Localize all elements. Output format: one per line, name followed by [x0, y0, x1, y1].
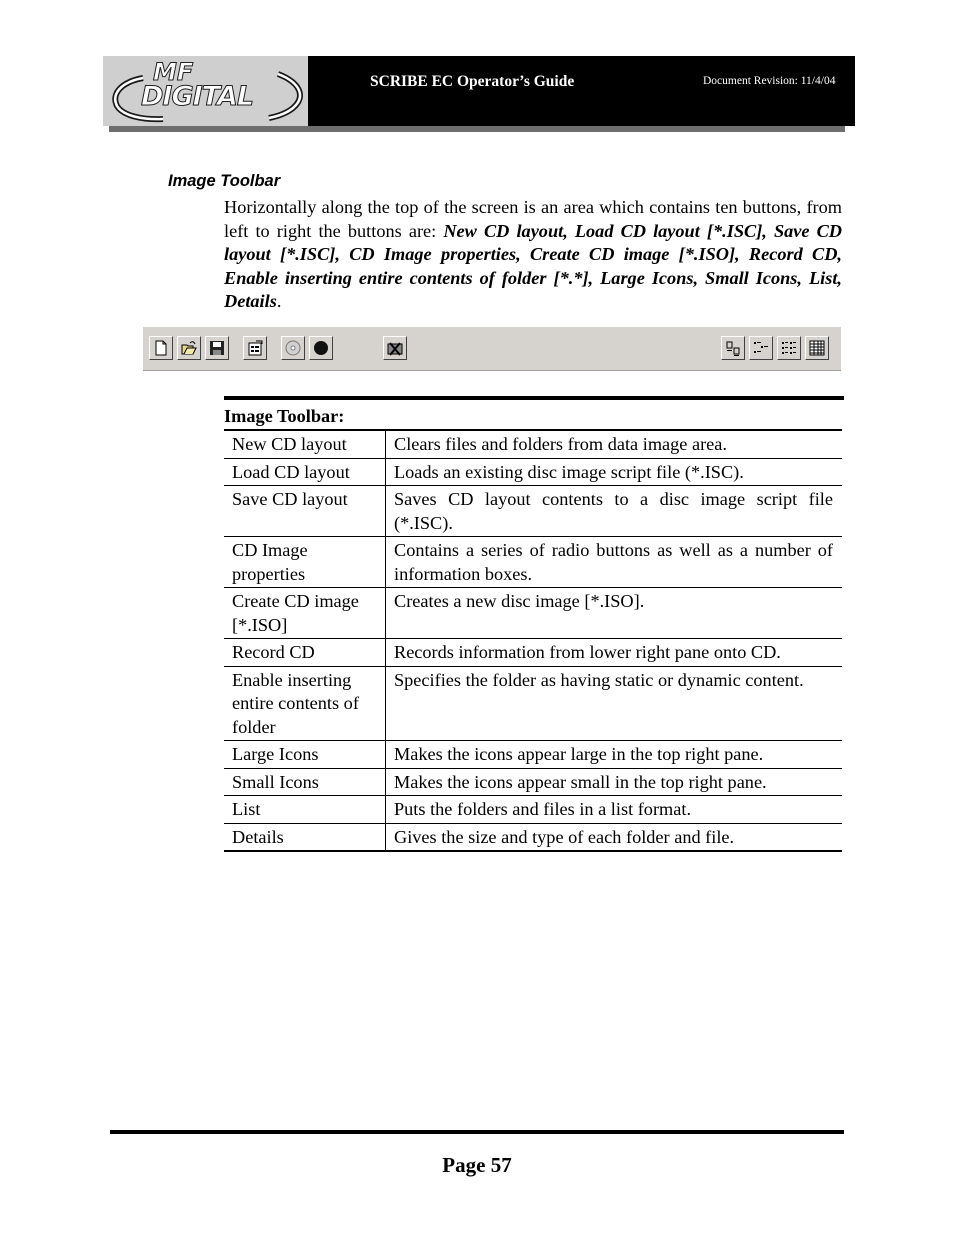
button-name-cell: Load CD layout [224, 458, 386, 486]
record-cd-button[interactable] [309, 336, 333, 360]
button-description-cell: Contains a series of radio buttons as well as a number of information boxes. [394, 540, 833, 584]
create-cd-image-button[interactable] [281, 336, 305, 360]
image-toolbar [143, 326, 841, 371]
table-row [224, 458, 842, 486]
button-name-cell: Save CD layout [224, 486, 386, 537]
button-description-cell: Clears files and folders from data image area. [394, 434, 727, 454]
table-row [224, 588, 842, 639]
enable-inserting-folder-button[interactable] [383, 336, 407, 360]
large-icons-button[interactable] [721, 336, 745, 360]
new-file-icon [153, 340, 169, 356]
intro-paragraph [224, 196, 842, 314]
table-row [224, 666, 842, 741]
button-name-cell: New CD layout [224, 430, 386, 458]
small-icons-button[interactable] [749, 336, 773, 360]
folder-contents-icon [387, 340, 403, 356]
save-disk-icon [209, 340, 225, 356]
list-icon [781, 340, 797, 356]
button-description-cell: Makes the icons appear small in the top right pane. [394, 771, 767, 792]
properties-icon [247, 340, 263, 356]
toolbar-description-table [224, 429, 842, 852]
table-row [224, 823, 842, 851]
footer-rule [110, 1130, 844, 1134]
button-name-cell: Create CD image [*.ISO] [224, 588, 386, 639]
button-name-cell: Details [224, 823, 386, 851]
small-icons-icon [753, 340, 769, 356]
button-description-cell: Makes the icons appear large in the top right pane. [394, 744, 764, 764]
list-button[interactable] [777, 336, 801, 360]
image-toolbar-table [224, 396, 844, 852]
button-name-cell: Record CD [224, 639, 386, 667]
intro-text: Horizontally along the top of the screen is an area which contains ten buttons, from left to right the buttons are: [224, 197, 842, 241]
record-icon [313, 340, 329, 356]
table-row [224, 741, 842, 769]
button-description-cell: Saves CD layout contents to a disc image script file (*.ISC). [394, 489, 833, 533]
section-heading: Image Toolbar [168, 172, 281, 190]
save-cd-layout-button[interactable] [205, 336, 229, 360]
button-description-cell: Creates a new disc image [*.ISO]. [394, 591, 645, 611]
button-name-cell: CD Image properties [224, 537, 386, 588]
intro-button-list: New CD layout, Load CD layout [*.ISC], Save CD layout [*.ISC], CD Image properties, Create CD image [*.ISO], Record CD, Enable inserting entire contents of folder [*.*], Large Icons, Small Icons, List, Details [224, 220, 843, 312]
button-name-cell: Large Icons [224, 741, 386, 769]
button-description-cell: Specifies the folder as having static or dynamic content. [394, 669, 804, 690]
open-folder-icon [181, 340, 197, 356]
table-row [224, 486, 842, 537]
page-number: Page 57 [442, 1153, 512, 1177]
button-description-cell: Records information from lower right pane onto CD. [394, 642, 781, 662]
details-button[interactable] [805, 336, 829, 360]
button-name-cell: Small Icons [224, 768, 386, 796]
table-row [224, 430, 842, 458]
logo-mf-text: MF [153, 58, 194, 86]
page-header [103, 56, 855, 126]
cd-icon [285, 340, 301, 356]
intro-end: . [276, 291, 282, 312]
button-description-cell: Loads an existing disc image script file (*.ISC). [394, 461, 744, 482]
table-row [224, 639, 842, 667]
button-description-cell: Puts the folders and files in a list format. [394, 799, 692, 819]
document-title: SCRIBE EC Operator’s Guide [370, 73, 575, 90]
logo-digital-text: DIGITAL [141, 81, 254, 112]
new-cd-layout-button[interactable] [149, 336, 173, 360]
load-cd-layout-button[interactable] [177, 336, 201, 360]
button-name-cell: List [224, 796, 386, 824]
cd-image-properties-button[interactable] [243, 336, 267, 360]
button-name-cell: Enable inserting entire contents of folder [224, 666, 386, 741]
table-title: Image Toolbar: [224, 406, 345, 426]
mf-digital-logo [103, 56, 308, 126]
button-description-cell: Gives the size and type of each folder and file. [394, 826, 735, 847]
large-icons-icon [725, 340, 741, 356]
table-row [224, 768, 842, 796]
document-revision: Document Revision: 11/4/04 [703, 75, 836, 87]
table-row [224, 796, 842, 824]
details-icon [809, 340, 825, 356]
table-row [224, 537, 842, 588]
